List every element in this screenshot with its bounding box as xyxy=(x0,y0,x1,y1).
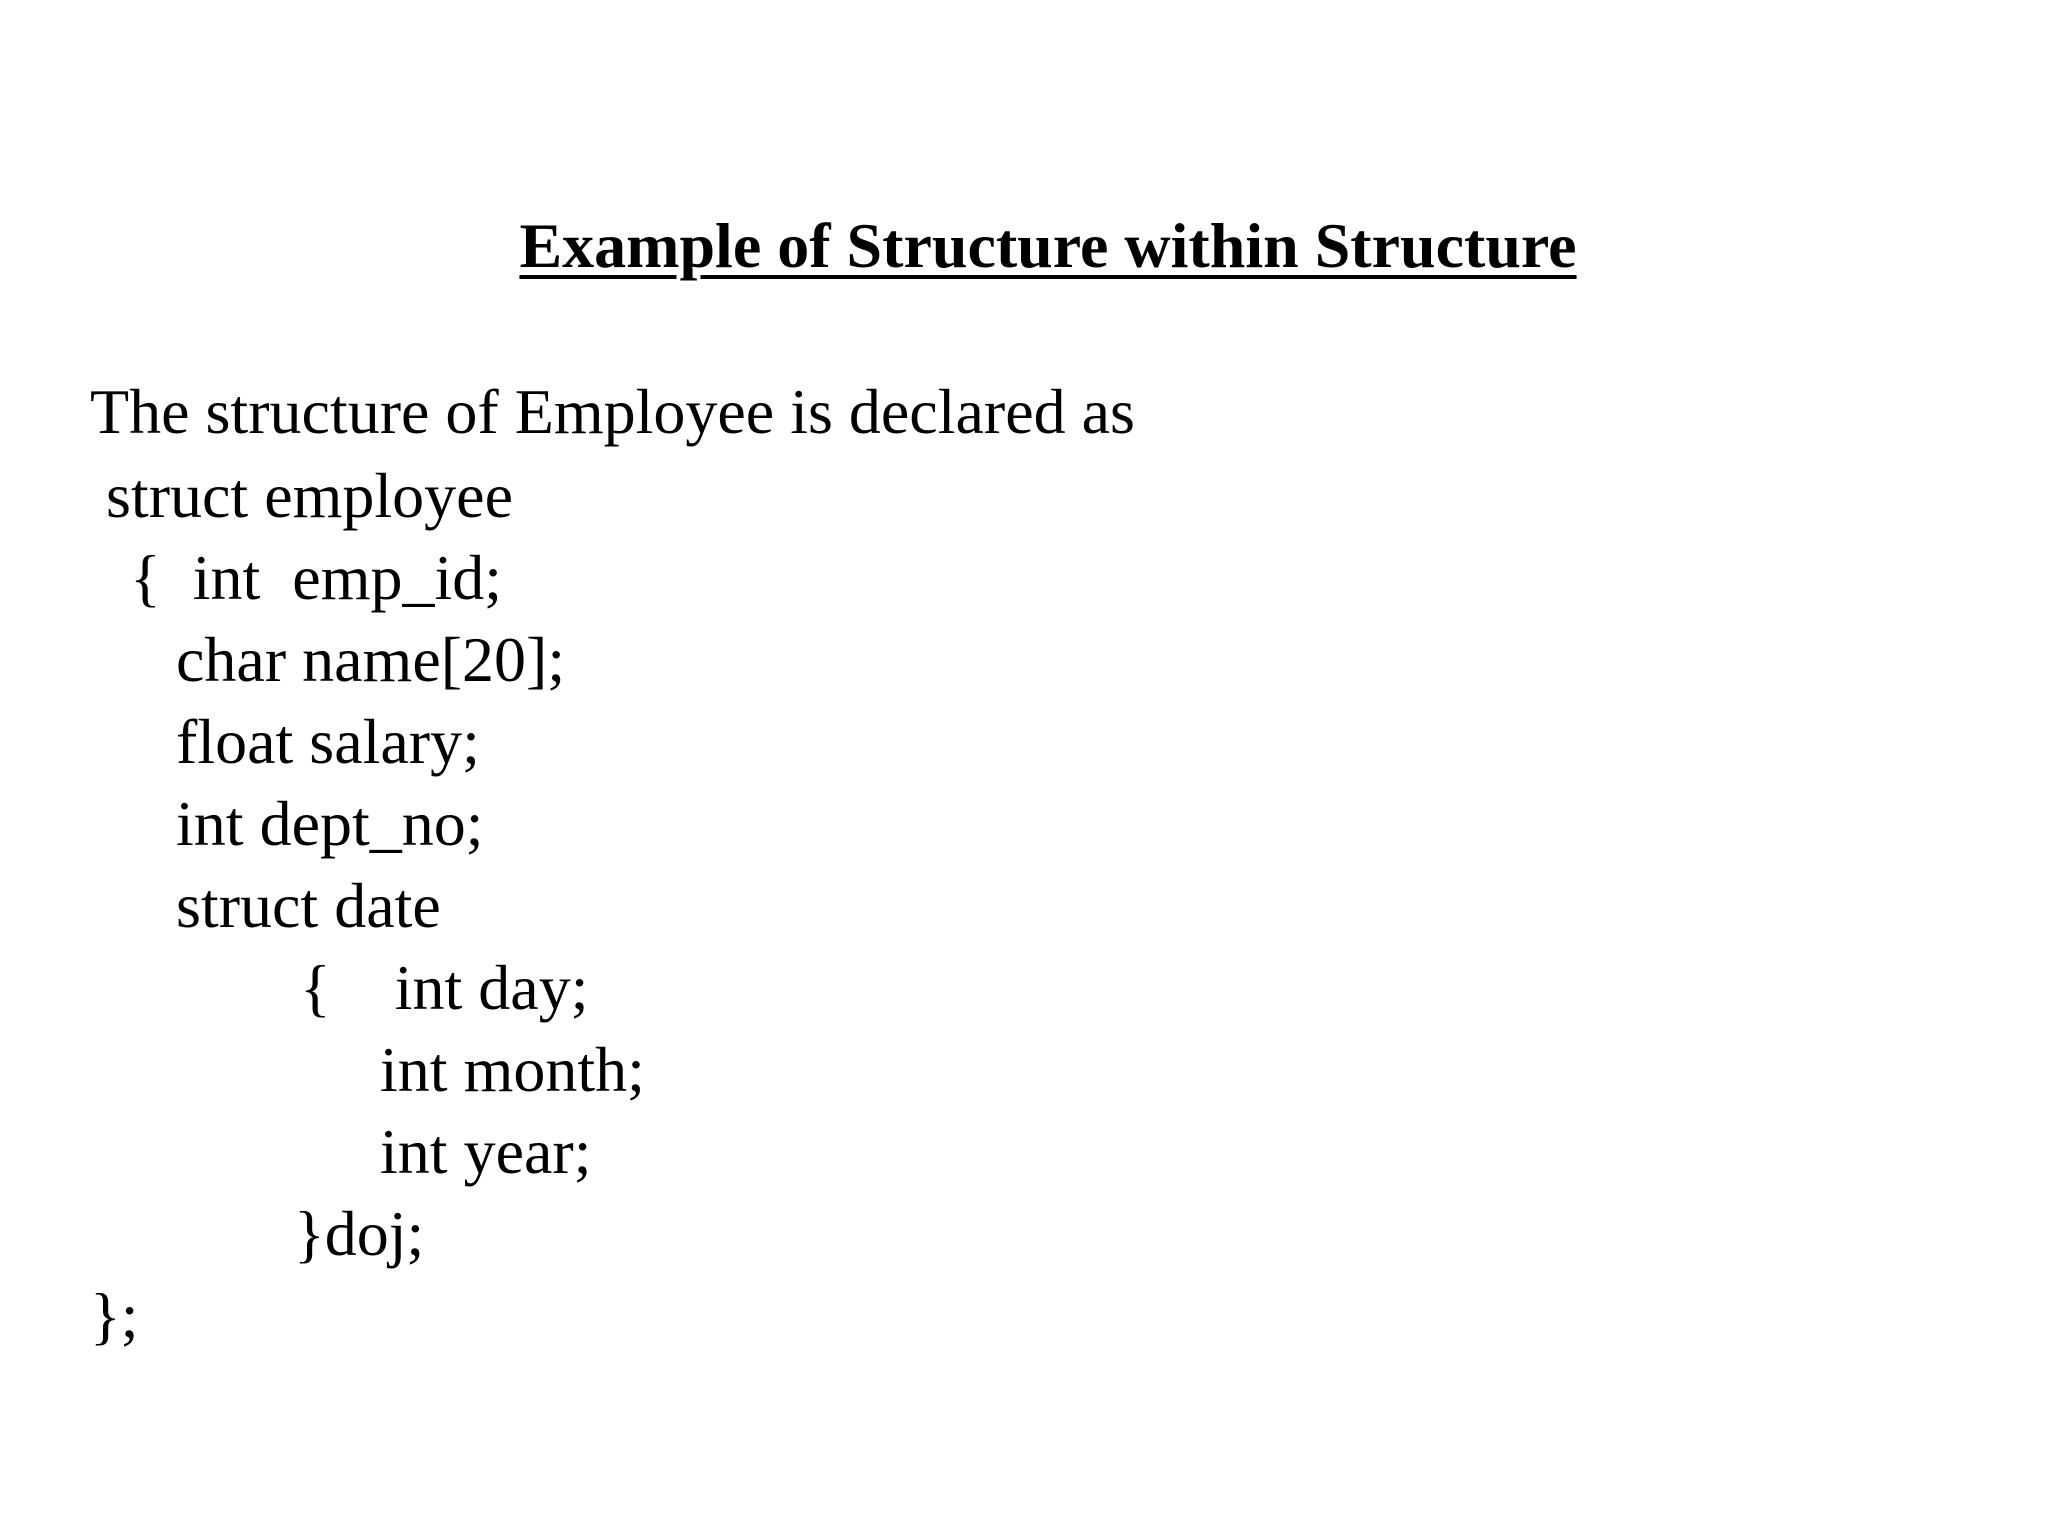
slide-title: Example of Structure within Structure xyxy=(519,210,1577,281)
code-line: int dept_no; xyxy=(176,788,484,859)
code-line: int year; xyxy=(380,1116,592,1187)
code-line: char name[20]; xyxy=(176,624,566,695)
code-line: }; xyxy=(90,1280,139,1351)
code-line: }doj; xyxy=(294,1198,425,1269)
code-line: struct employee xyxy=(106,460,513,531)
code-line: int month; xyxy=(380,1034,645,1105)
code-line: float salary; xyxy=(176,706,480,777)
intro-text: The structure of Employee is declared as xyxy=(90,376,1135,447)
code-line: struct date xyxy=(176,870,441,941)
code-line: { int day; xyxy=(300,952,589,1023)
code-line: { int emp_id; xyxy=(130,542,503,613)
